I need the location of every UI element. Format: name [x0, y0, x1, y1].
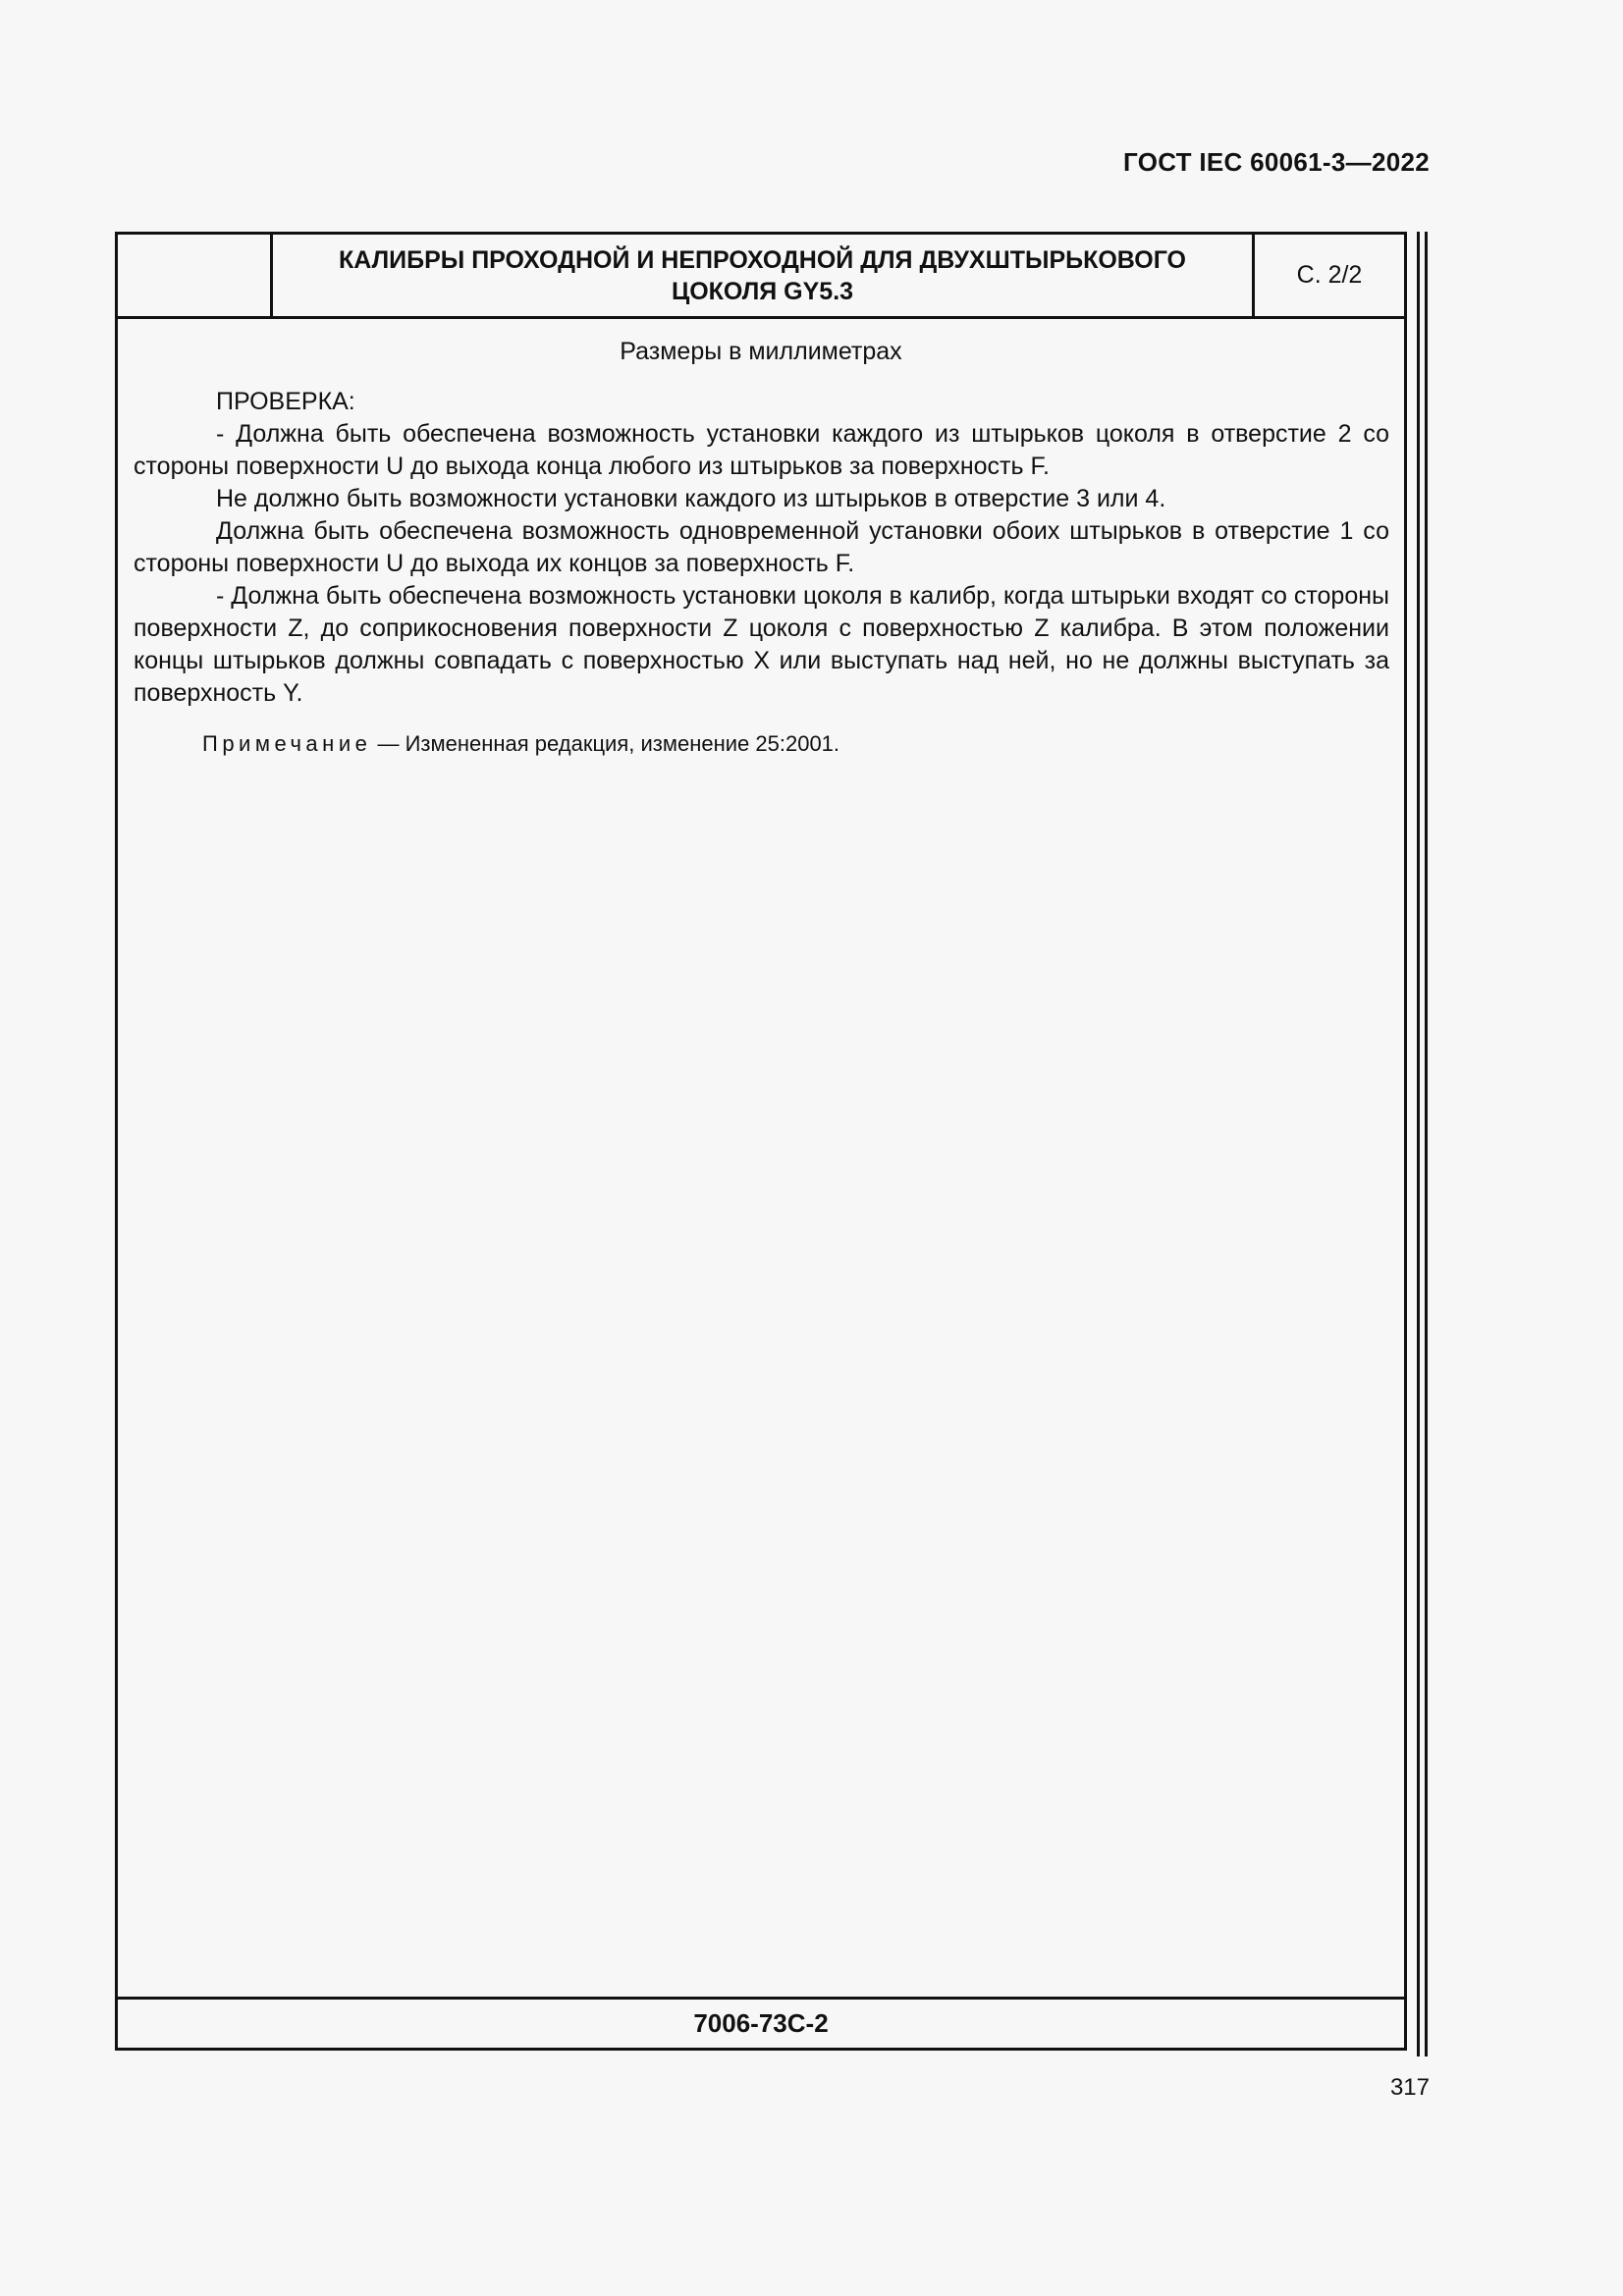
header-blank-cell	[118, 235, 273, 316]
sheet-title-line-1: КАЛИБРЫ ПРОХОДНОЙ И НЕПРОХОДНОЙ ДЛЯ ДВУХШТЫРЬКОВОГО	[339, 245, 1186, 274]
sheet-code: 7006-73С-2	[118, 1997, 1404, 2048]
body-paragraph: - Должна быть обеспечена возможность установки цоколя в калибр, когда штырьки входят со стороны поверхности Z, до соприкосновения поверхности Z цоколя с поверхностью Z калибра. В этом положении концы штырьков должны совпадать с поверхностью X или выступать над ней, но не должны выступать за поверхность Y.	[134, 582, 1389, 707]
standard-designation: ГОСТ IEC 60061-3—2022	[1123, 147, 1430, 177]
check-heading: ПРОВЕРКА:	[216, 388, 355, 415]
body-paragraph: Не должно быть возможности установки каждого из штырьков в отверстие 3 или 4.	[216, 485, 1166, 512]
note-text: — Измененная редакция, изменение 25:2001.	[371, 731, 840, 756]
sheet-title	[273, 235, 1255, 316]
binding-rule	[1425, 232, 1428, 2056]
sheet-body	[134, 386, 1389, 710]
note-label: Примечание	[202, 731, 372, 756]
body-paragraph: - Должна быть обеспечена возможность установки каждого из штырьков цоколя в отверстие 2 со стороны поверхности U до выхода конца любого из штырьков за поверхность F.	[134, 420, 1389, 480]
body-paragraph: Должна быть обеспечена возможность одновременной установки обоих штырьков в отверстие 1 со стороны поверхности U до выхода их концов за поверхность F.	[134, 517, 1389, 577]
sheet-header	[118, 235, 1404, 319]
sheet-title-line-2: ЦОКОЛЯ GY5.3	[671, 277, 854, 305]
note	[202, 731, 839, 757]
binding-rule	[1417, 232, 1420, 2056]
units-note: Размеры в миллиметрах	[620, 338, 902, 365]
page-number: 317	[1389, 2074, 1430, 2101]
sheet-frame	[115, 232, 1407, 2051]
sheet-page-label: С. 2/2	[1296, 261, 1363, 289]
